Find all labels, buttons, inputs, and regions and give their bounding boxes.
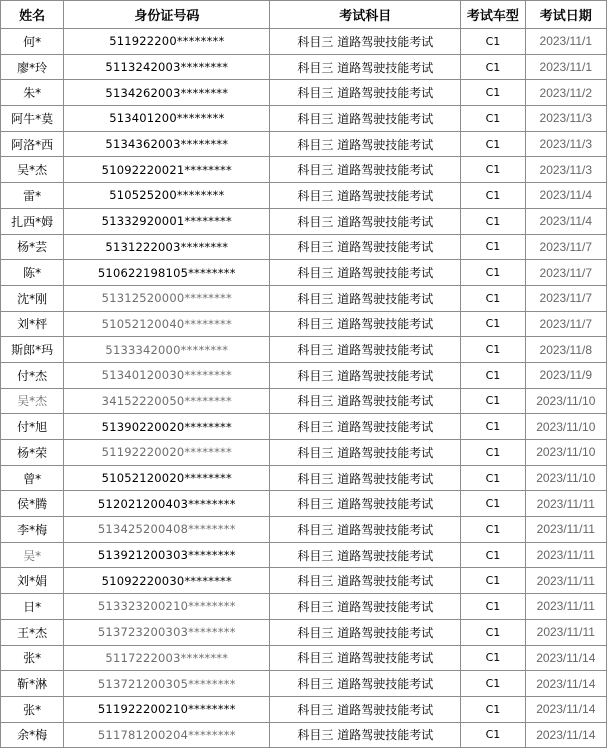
cell-name: 吴*杰 xyxy=(1,157,64,183)
cell-id-number: 51052120020******** xyxy=(64,465,270,491)
cell-exam-date: 2023/11/7 xyxy=(525,234,606,260)
cell-vehicle-type: C1 xyxy=(461,157,525,183)
cell-vehicle-type: C1 xyxy=(461,208,525,234)
cell-id-number: 51192220020******** xyxy=(64,440,270,466)
cell-name: 吴* xyxy=(1,542,64,568)
cell-id-number: 51312520000******** xyxy=(64,285,270,311)
table-row xyxy=(1,619,607,645)
cell-id-number: 511922200210******** xyxy=(64,696,270,722)
table-row xyxy=(1,388,607,414)
header-name: 姓名 xyxy=(1,1,64,29)
table-row xyxy=(1,362,607,388)
cell-id-number: 513401200******** xyxy=(64,106,270,132)
cell-exam-subject: 科目三 道路驾驶技能考试 xyxy=(270,260,461,286)
table-header-row xyxy=(1,1,607,29)
cell-exam-subject: 科目三 道路驾驶技能考试 xyxy=(270,594,461,620)
cell-vehicle-type: C1 xyxy=(461,594,525,620)
table-row xyxy=(1,645,607,671)
table-row xyxy=(1,722,607,748)
cell-exam-date: 2023/11/11 xyxy=(525,568,606,594)
cell-id-number: 5134362003******** xyxy=(64,131,270,157)
cell-id-number: 51092220030******** xyxy=(64,568,270,594)
cell-name: 杨*芸 xyxy=(1,234,64,260)
cell-exam-subject: 科目三 道路驾驶技能考试 xyxy=(270,491,461,517)
cell-exam-subject: 科目三 道路驾驶技能考试 xyxy=(270,722,461,748)
cell-name: 何* xyxy=(1,29,64,55)
cell-name: 付*杰 xyxy=(1,362,64,388)
cell-vehicle-type: C1 xyxy=(461,106,525,132)
cell-id-number: 51340120030******** xyxy=(64,362,270,388)
table-row xyxy=(1,568,607,594)
cell-exam-date: 2023/11/11 xyxy=(525,491,606,517)
cell-exam-date: 2023/11/11 xyxy=(525,517,606,543)
cell-name: 侯*腾 xyxy=(1,491,64,517)
cell-id-number: 51092220021******** xyxy=(64,157,270,183)
cell-exam-date: 2023/11/1 xyxy=(525,29,606,55)
cell-name: 张* xyxy=(1,696,64,722)
cell-name: 斯郎*玛 xyxy=(1,337,64,363)
cell-exam-subject: 科目三 道路驾驶技能考试 xyxy=(270,157,461,183)
table-row xyxy=(1,131,607,157)
cell-exam-date: 2023/11/14 xyxy=(525,671,606,697)
cell-exam-subject: 科目三 道路驾驶技能考试 xyxy=(270,183,461,209)
cell-id-number: 512021200403******** xyxy=(64,491,270,517)
cell-vehicle-type: C1 xyxy=(461,722,525,748)
cell-exam-date: 2023/11/3 xyxy=(525,131,606,157)
cell-exam-date: 2023/11/10 xyxy=(525,388,606,414)
cell-exam-subject: 科目三 道路驾驶技能考试 xyxy=(270,131,461,157)
cell-vehicle-type: C1 xyxy=(461,54,525,80)
cell-vehicle-type: C1 xyxy=(461,517,525,543)
cell-exam-subject: 科目三 道路驾驶技能考试 xyxy=(270,619,461,645)
cell-name: 王*杰 xyxy=(1,619,64,645)
cell-vehicle-type: C1 xyxy=(461,131,525,157)
cell-exam-date: 2023/11/11 xyxy=(525,594,606,620)
cell-vehicle-type: C1 xyxy=(461,645,525,671)
cell-exam-date: 2023/11/7 xyxy=(525,311,606,337)
cell-exam-subject: 科目三 道路驾驶技能考试 xyxy=(270,388,461,414)
table-row xyxy=(1,54,607,80)
cell-exam-subject: 科目三 道路驾驶技能考试 xyxy=(270,54,461,80)
table-row xyxy=(1,542,607,568)
cell-name: 扎西*姆 xyxy=(1,208,64,234)
cell-vehicle-type: C1 xyxy=(461,440,525,466)
cell-exam-subject: 科目三 道路驾驶技能考试 xyxy=(270,440,461,466)
header-exam-subject: 考试科目 xyxy=(270,1,461,29)
cell-exam-date: 2023/11/11 xyxy=(525,542,606,568)
cell-vehicle-type: C1 xyxy=(461,29,525,55)
cell-exam-subject: 科目三 道路驾驶技能考试 xyxy=(270,106,461,132)
cell-exam-subject: 科目三 道路驾驶技能考试 xyxy=(270,465,461,491)
cell-exam-subject: 科目三 道路驾驶技能考试 xyxy=(270,285,461,311)
cell-name: 付*旭 xyxy=(1,414,64,440)
cell-vehicle-type: C1 xyxy=(461,568,525,594)
cell-exam-subject: 科目三 道路驾驶技能考试 xyxy=(270,362,461,388)
cell-name: 张* xyxy=(1,645,64,671)
cell-exam-date: 2023/11/7 xyxy=(525,285,606,311)
cell-vehicle-type: C1 xyxy=(461,362,525,388)
table-row xyxy=(1,594,607,620)
cell-exam-subject: 科目三 道路驾驶技能考试 xyxy=(270,517,461,543)
cell-vehicle-type: C1 xyxy=(461,311,525,337)
cell-id-number: 5117222003******** xyxy=(64,645,270,671)
cell-name: 朱* xyxy=(1,80,64,106)
cell-exam-date: 2023/11/14 xyxy=(525,722,606,748)
table-row xyxy=(1,491,607,517)
cell-exam-subject: 科目三 道路驾驶技能考试 xyxy=(270,80,461,106)
cell-exam-date: 2023/11/3 xyxy=(525,157,606,183)
cell-exam-date: 2023/11/7 xyxy=(525,260,606,286)
cell-exam-date: 2023/11/1 xyxy=(525,54,606,80)
cell-vehicle-type: C1 xyxy=(461,414,525,440)
cell-exam-subject: 科目三 道路驾驶技能考试 xyxy=(270,568,461,594)
cell-exam-subject: 科目三 道路驾驶技能考试 xyxy=(270,671,461,697)
cell-exam-date: 2023/11/9 xyxy=(525,362,606,388)
cell-exam-subject: 科目三 道路驾驶技能考试 xyxy=(270,208,461,234)
cell-id-number: 5133342000******** xyxy=(64,337,270,363)
table-row xyxy=(1,696,607,722)
table-row xyxy=(1,208,607,234)
cell-name: 曾* xyxy=(1,465,64,491)
table-row xyxy=(1,311,607,337)
cell-vehicle-type: C1 xyxy=(461,671,525,697)
cell-vehicle-type: C1 xyxy=(461,285,525,311)
cell-vehicle-type: C1 xyxy=(461,388,525,414)
cell-name: 刘*枰 xyxy=(1,311,64,337)
cell-exam-subject: 科目三 道路驾驶技能考试 xyxy=(270,542,461,568)
cell-name: 余*梅 xyxy=(1,722,64,748)
cell-id-number: 513921200303******** xyxy=(64,542,270,568)
cell-id-number: 513723200303******** xyxy=(64,619,270,645)
header-id-number: 身份证号码 xyxy=(64,1,270,29)
cell-vehicle-type: C1 xyxy=(461,542,525,568)
cell-exam-date: 2023/11/10 xyxy=(525,414,606,440)
cell-name: 靳*淋 xyxy=(1,671,64,697)
cell-exam-subject: 科目三 道路驾驶技能考试 xyxy=(270,645,461,671)
table-body xyxy=(1,29,607,748)
cell-id-number: 51390220020******** xyxy=(64,414,270,440)
cell-exam-date: 2023/11/3 xyxy=(525,106,606,132)
cell-name: 杨*荣 xyxy=(1,440,64,466)
cell-name: 阿洛*西 xyxy=(1,131,64,157)
cell-vehicle-type: C1 xyxy=(461,260,525,286)
cell-exam-date: 2023/11/4 xyxy=(525,208,606,234)
cell-vehicle-type: C1 xyxy=(461,696,525,722)
cell-vehicle-type: C1 xyxy=(461,465,525,491)
cell-id-number: 51052120040******** xyxy=(64,311,270,337)
header-exam-date: 考试日期 xyxy=(525,1,606,29)
cell-exam-date: 2023/11/14 xyxy=(525,696,606,722)
cell-exam-date: 2023/11/11 xyxy=(525,619,606,645)
table-row xyxy=(1,29,607,55)
cell-vehicle-type: C1 xyxy=(461,619,525,645)
table-row xyxy=(1,80,607,106)
cell-vehicle-type: C1 xyxy=(461,234,525,260)
table-row xyxy=(1,183,607,209)
table-row xyxy=(1,440,607,466)
cell-name: 日* xyxy=(1,594,64,620)
cell-id-number: 51332920001******** xyxy=(64,208,270,234)
cell-id-number: 5113242003******** xyxy=(64,54,270,80)
cell-name: 刘*娟 xyxy=(1,568,64,594)
table-row xyxy=(1,106,607,132)
cell-exam-date: 2023/11/14 xyxy=(525,645,606,671)
table-row xyxy=(1,517,607,543)
table-row xyxy=(1,260,607,286)
cell-id-number: 511781200204******** xyxy=(64,722,270,748)
cell-exam-date: 2023/11/10 xyxy=(525,465,606,491)
cell-exam-subject: 科目三 道路驾驶技能考试 xyxy=(270,414,461,440)
cell-id-number: 5131222003******** xyxy=(64,234,270,260)
cell-id-number: 513721200305******** xyxy=(64,671,270,697)
cell-name: 廖*玲 xyxy=(1,54,64,80)
cell-name: 陈* xyxy=(1,260,64,286)
table-row xyxy=(1,337,607,363)
cell-exam-subject: 科目三 道路驾驶技能考试 xyxy=(270,234,461,260)
cell-id-number: 511922200******** xyxy=(64,29,270,55)
cell-exam-date: 2023/11/4 xyxy=(525,183,606,209)
table-row xyxy=(1,285,607,311)
cell-id-number: 5134262003******** xyxy=(64,80,270,106)
table-row xyxy=(1,234,607,260)
cell-vehicle-type: C1 xyxy=(461,337,525,363)
cell-id-number: 510525200******** xyxy=(64,183,270,209)
cell-id-number: 513425200408******** xyxy=(64,517,270,543)
table-row xyxy=(1,414,607,440)
cell-exam-date: 2023/11/8 xyxy=(525,337,606,363)
cell-exam-subject: 科目三 道路驾驶技能考试 xyxy=(270,311,461,337)
cell-exam-date: 2023/11/2 xyxy=(525,80,606,106)
cell-exam-subject: 科目三 道路驾驶技能考试 xyxy=(270,29,461,55)
table-row xyxy=(1,157,607,183)
cell-id-number: 513323200210******** xyxy=(64,594,270,620)
cell-name: 沈*刚 xyxy=(1,285,64,311)
cell-exam-subject: 科目三 道路驾驶技能考试 xyxy=(270,696,461,722)
cell-name: 李*梅 xyxy=(1,517,64,543)
cell-exam-date: 2023/11/10 xyxy=(525,440,606,466)
cell-vehicle-type: C1 xyxy=(461,183,525,209)
cell-name: 雷* xyxy=(1,183,64,209)
cell-id-number: 510622198105******** xyxy=(64,260,270,286)
cell-id-number: 34152220050******** xyxy=(64,388,270,414)
cell-exam-subject: 科目三 道路驾驶技能考试 xyxy=(270,337,461,363)
cell-vehicle-type: C1 xyxy=(461,491,525,517)
table-row xyxy=(1,671,607,697)
cell-name: 阿牛*莫 xyxy=(1,106,64,132)
table-row xyxy=(1,465,607,491)
cell-name: 吴*杰 xyxy=(1,388,64,414)
cell-vehicle-type: C1 xyxy=(461,80,525,106)
header-vehicle-type: 考试车型 xyxy=(461,1,525,29)
